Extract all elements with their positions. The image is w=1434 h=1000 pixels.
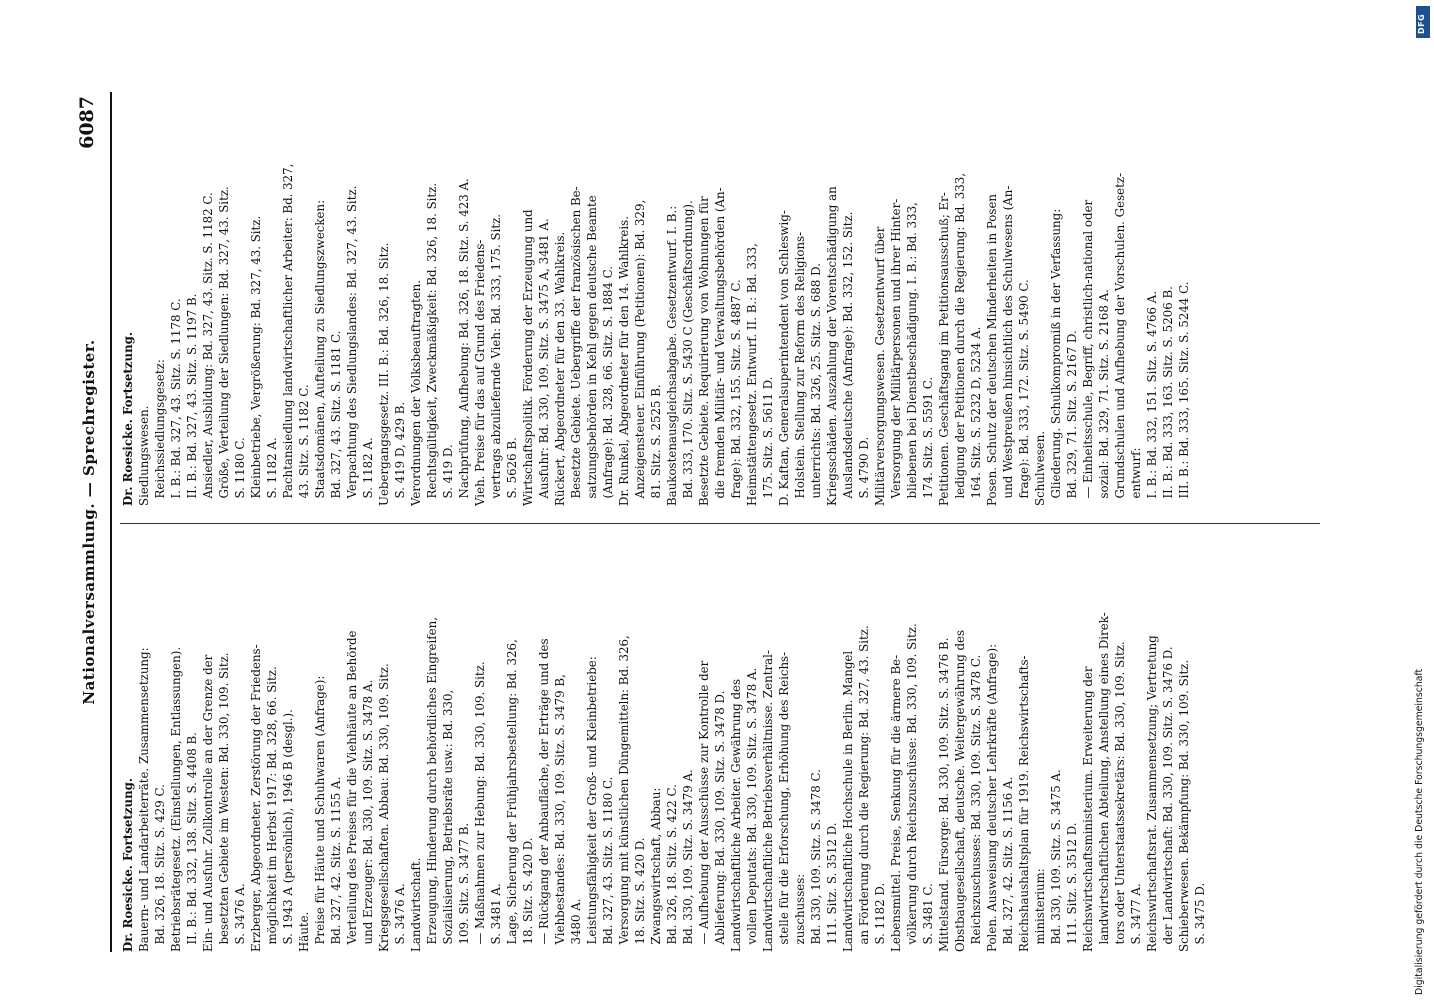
index-entry-line: Kriegsgesellschaften. Abbau: Bd. 330, 109. Sitz. [377, 663, 391, 952]
index-entry-line: frage): Bd. 332, 155. Sitz. S. 4887 C. [729, 279, 743, 506]
index-entry-line: der Landwirtschaft: Bd. 330, 109. Sitz. S. 3476 D. [1161, 646, 1175, 952]
index-entry-line: Baukostenausgleichsabgabe. Gesetzentwurf. I. B.: [665, 205, 679, 506]
index-entry-line: Verteilung des Preises für die Viehhäute an Behörde [345, 630, 359, 952]
index-entry-line: Obstbaugesellschaft, deutsche. Weitergewährung des [953, 629, 967, 952]
index-entry-line: 3480 A. [569, 898, 583, 952]
index-entry-line: S. 3476 A. [233, 883, 247, 952]
index-entry-line: Kriegsschäden. Auszahlung der Vorentschädigung an [825, 186, 839, 506]
index-entry-line: Zwangswirtschaft, Abbau: [649, 787, 663, 952]
index-entry-line: Pachtansiedlung landwirtschaftlicher Arbeiter: Bd. 327, [281, 163, 295, 506]
page-header [70, 92, 112, 952]
index-entry-line: Gliederung. Schulkompromiß in der Verfassung: [1049, 208, 1063, 506]
index-entry-line: Besetzte Gebiete. Requirierung von Wohnungen für [697, 196, 711, 506]
dfg-logo: DFG [1416, 6, 1430, 38]
index-entry-line: S. 1943 A (persönlich), 1946 B (desgl.). [281, 709, 295, 952]
rotated-page-content [70, 92, 1335, 952]
index-entry-line: — Maßnahmen zur Hebung: Bd. 330, 109. Sitz. [473, 661, 487, 952]
index-entry-line: S. 1182 A. [265, 437, 279, 506]
index-entry-line: bliebenen bei Dienstbeschädigung. I. B.: Bd. 333, [905, 202, 919, 506]
index-entry-line: Ein- und Ausfuhr. Zollkontrolle an der Grenze der [201, 654, 215, 952]
index-entry-line: an Förderung durch die Regierung: Bd. 327, 43. Sitz. [857, 625, 871, 952]
index-entry-line: 81. Sitz. S. 2525 B. [649, 384, 663, 506]
index-entry-line: 18. Sitz. S. 420 D. [633, 837, 647, 952]
index-entry-line: Lebensmittel. Preise, Senkung für die ärmere Be- [889, 654, 903, 952]
index-entry-line: Versorgung mit künstlichen Düngemitteln: Bd. 326, [617, 635, 631, 952]
index-entry-line: Rechtsgültigkeit, Zweckmäßigkeit: Bd. 326, 18. Sitz. [425, 182, 439, 506]
index-entry-line: — Rückgang der Anbaufläche, der Erträge und des [537, 638, 551, 952]
index-entry-line: ledigung der Petitionen durch die Regierung: Bd. 333, [953, 172, 967, 506]
index-entry-line: Bd. 329, 71. Sitz. S. 2167 D. [1065, 330, 1079, 506]
index-entry-line: Bd. 327, 43. Sitz. S. 1180 C. [601, 776, 615, 952]
index-entry-line: Bd. 327, 42. Sitz. S. 1155 A. [329, 776, 343, 952]
index-entry-line: Posen. Schutz der deutschen Minderheiten in Posen [985, 193, 999, 506]
index-entry-line: Militärversorgungswesen. Gesetzentwurf über [873, 226, 887, 506]
index-entry-line: S. 4790 D. [857, 436, 871, 506]
index-entry-line: Reichshaushaltsplan für 1919. Reichswirtschafts- [1017, 655, 1031, 952]
index-entry-line: Vieh. Preise für das auf Grund des Friedens- [473, 239, 487, 506]
index-entry-line: möglichkeit im Herbst 1917: Bd. 328, 66. Sitz. [265, 666, 279, 952]
index-entry-line: Holstein. Stellung zur Reform des Religions- [793, 231, 807, 506]
index-entry-line: Rückert, Abgeordneter für den 33. Wahlkreis. [553, 231, 567, 506]
index-entry-line: Heimstättengesetz. Entwurf. II. B.: Bd. 333, [745, 243, 759, 506]
index-entry-line: S. 3477 A. [1129, 883, 1143, 952]
index-entry-line: Schieberwesen. Bekämpfung: Bd. 330, 109. Sitz. [1177, 659, 1191, 952]
index-entry-line: Verordnungen der Volksbeauftragten. [409, 279, 423, 506]
index-entry-line: zuschusses: [793, 873, 807, 952]
index-entry-line: 43. Sitz. S. 1182 C. [297, 384, 311, 506]
right-column [120, 96, 1330, 506]
index-entry-line: S. 419 D. [441, 444, 455, 506]
index-entry-line: S. 419 D, 429 B. [393, 401, 407, 506]
index-entry-line: Reichswirtschaftsministerium. Erweiterung der [1081, 666, 1095, 952]
index-entry-line: Versorgung der Militärpersonen und ihrer Hinter- [889, 198, 903, 506]
index-entry-line: 175. Sitz. S. 5611 D. [761, 376, 775, 506]
index-entry-line: ministerium: [1033, 868, 1047, 952]
index-entry-line: Reichssiedlungsgesetz: [153, 359, 167, 506]
index-entry-line: Bd. 327, 42. Sitz. S. 1156 A. [1001, 776, 1015, 952]
page-title: Nationalversammlung. — Sprechregister. [80, 339, 98, 705]
index-entry-line: 111. Sitz. S. 3512 D. [825, 822, 839, 952]
index-entry-line: Leistungsfähigkeit der Groß- und Kleinbetriebe: [585, 656, 599, 952]
index-entry-line: 109. Sitz. S. 3477 B. [457, 822, 471, 952]
index-entry-line: — Einheitsschule, Begriff, christlich-national oder [1081, 199, 1095, 506]
index-entry-line: Bauern- und Landarbeiterräte. Zusammensetzung: [137, 647, 151, 952]
index-entry-line: Bd. 326, 18. Sitz. S. 429 C. [153, 784, 167, 952]
index-entry-line: Nachprüfung, Aufhebung: Bd. 326, 18. Sitz. S. 423 A. [457, 178, 471, 506]
index-entry-line: Bd. 333, 170. Sitz. S. 5430 C (Geschäftsordnung). [681, 200, 695, 506]
index-entry-line: Ausfuhr: Bd. 330, 109. Sitz. S. 3475 A, 3481 A. [537, 218, 551, 506]
index-entry-line: Schulwesen. [1033, 430, 1047, 506]
index-entry-line: Besetzte Gebiete. Uebergriffe der französischen Be- [569, 186, 583, 506]
index-entry-line: Petitionen. Geschäftsgang im Petitionsausschuß; Er- [937, 192, 951, 506]
index-entry-line: vertrags abzuliefernde Vieh: Bd. 333, 175. Sitz. [489, 213, 503, 506]
index-entry-line: Bd. 330, 109. Sitz. S. 3479 A. [681, 769, 695, 952]
index-entry-line: Reichszuschusses: Bd. 330, 109. Sitz. S. 3478 C. [969, 654, 983, 952]
index-entry-line: und Erzeuger: Bd. 330, 109. Sitz. S. 3478 A. [361, 679, 375, 952]
index-entry-line: Bd. 330, 109. Sitz. S. 3475 A. [1049, 769, 1063, 952]
index-entry-line: Staatsdomänen, Aufteilung zu Siedlungszwecken: [313, 199, 327, 506]
column-divider [120, 523, 1320, 524]
index-entry-line: S. 3476 A. [393, 883, 407, 952]
index-entry-line: S. 3481 C. [921, 883, 935, 952]
index-entry-line: und Westpreußen hinsichtlich des Schulwesens (An- [1001, 185, 1015, 506]
index-entry-line: besetzten Gebiete im Westen: Bd. 330, 109. Sitz. [217, 652, 231, 952]
index-entry-line: satzungsbehörden in Kehl gegen deutsche Beamte [585, 195, 599, 506]
index-entry-line: II. B.: Bd. 332, 138. Sitz. S. 4408 B. [185, 732, 199, 952]
index-entry-line: S. 3475 D. [1193, 882, 1207, 952]
column-heading: Dr. Roesicke. Fortsetzung. [121, 331, 135, 506]
index-entry-line: Siedlungswesen. [137, 405, 151, 506]
index-entry-line: Betriebsrätegesetz. (Einstellungen, Entlassungen). [169, 646, 183, 952]
index-entry-line: (Anfrage): Bd. 328, 66. Sitz. S. 1884 C. [601, 266, 615, 506]
index-entry-line: — Aufhebung der Ausschüsse zur Kontrolle der [697, 660, 711, 952]
index-entry-line: vollen Deputats: Bd. 330, 109. Sitz. S. 3478 A. [745, 667, 759, 952]
index-entry-line: landwirtschaftlichen Abteilung, Anstellung eines Direk- [1097, 612, 1111, 952]
index-entry-line: D. Kaftan, Generalsuperintendent von Schleswig- [777, 210, 791, 506]
index-entry-line: Bd. 330, 109. Sitz. S. 3478 C. [809, 769, 823, 952]
index-entry-line: Landwirtschaftliche Arbeiter. Gewährung des [729, 678, 743, 952]
left-column [120, 542, 1330, 952]
index-entry-line: Häute. [297, 911, 311, 952]
digitization-note: Digitalisierung gefördert durch die Deutsche Forschungsgemeinschaft [1414, 668, 1425, 995]
index-entry-line: 174. Sitz. S. 5591 C. [921, 376, 935, 506]
index-entry-line: Reichswirtschaftsrat. Zusammensetzung; Vertretung [1145, 635, 1159, 952]
index-entry-line: II. B.: Bd. 327, 43. Sitz. S. 1197 B. [185, 293, 199, 506]
index-entry-line: Kleinbetriebe, Vergrößerung: Bd. 327, 43. Sitz. [249, 215, 263, 506]
index-entry-line: Landwirtschaftliche Hochschule in Berlin. Mangel [841, 650, 855, 952]
index-entry-line: Erzberger, Abgeordneter. Zerstörung der Friedens- [249, 644, 263, 952]
index-entry-line: Bd. 326, 18. Sitz. S. 422 C. [665, 784, 679, 952]
index-entry-line: Landwirtschaft. [409, 857, 423, 952]
index-entry-line: Sozialisierung, Betriebsräte usw.: Bd. 330, [441, 689, 455, 952]
index-entry-line: Erzeugung, Hinderung durch behördliches Eingreifen, [425, 617, 439, 952]
index-entry-line: Landwirtschaftliche Betriebsverhältnisse. Zentral- [761, 650, 775, 952]
index-entry-line: S. 5626 B. [505, 437, 519, 506]
index-entry-line: Uebergangsgesetz. III. B.: Bd. 326, 18. Sitz. [377, 242, 391, 506]
index-entry-line: die fremden Militär- und Verwaltungsbehörden (An- [713, 187, 727, 506]
index-entry-line: Verpachtung des Siedlungslandes: Bd. 327, 43. Sitz. [345, 185, 359, 506]
index-entry-line: II. B.: Bd. 333, 163. Sitz. S. 5206 B. [1161, 286, 1175, 506]
index-entry-line: Anzeigensteuer. Einführung (Petitionen): Bd. 329, [633, 199, 647, 506]
index-entry-line: sozial: Bd. 329, 71. Sitz. S. 2168 A. [1097, 289, 1111, 506]
index-entry-line: Lage, Sicherung der Frühjahrsbestellung: Bd. 326, [505, 639, 519, 952]
index-entry-line: S. 1180 C. [233, 437, 247, 506]
index-entry-line: Ansiedler, Ausbildung: Bd. 327, 43. Sitz. S. 1182 C. [201, 192, 215, 506]
index-entry-line: S. 1182 D. [873, 882, 887, 952]
index-entry-line: 164. Sitz. S. 5232 D, 5234 A. [969, 326, 983, 506]
index-entry-line: 18. Sitz. S. 420 D. [521, 837, 535, 952]
index-entry-line: Dr. Runkel, Abgeordneter für den 14. Wahlkreis. [617, 216, 631, 506]
index-entry-line: stelle für die Erforschung, Erhöhung des Reichs- [777, 651, 791, 952]
index-entry-line: Ablieferung: Bd. 330, 109. Sitz. S. 3478 D. [713, 690, 727, 952]
index-entry-line: Mittelstand. Fürsorge: Bd. 330, 109. Sitz. S. 3476 B. [937, 637, 951, 952]
index-entry-line: tors oder Unterstaatssekretärs: Bd. 330, 109. Sitz. [1113, 641, 1127, 952]
index-entry-line: unterrichts: Bd. 326, 25. Sitz. S. 688 D. [809, 263, 823, 506]
column-heading: Dr. Roesicke. Fortsetzung. [121, 777, 135, 952]
index-entry-line: 111. Sitz. S. 3512 D. [1065, 822, 1079, 952]
index-entry-line: I. B.: Bd. 332, 151. Sitz. S. 4766 A. [1145, 290, 1159, 506]
index-entry-line: Größe, Verteilung der Siedlungen: Bd. 327, 43. Sitz. [217, 186, 231, 506]
index-entry-line: Viehbestandes: Bd. 330, 109. Sitz. S. 3479 B, [553, 674, 567, 952]
index-entry-line: I. B.: Bd. 327, 43. Sitz. S. 1178 C. [169, 298, 183, 506]
index-entry-line: entwurf: [1129, 447, 1143, 506]
index-entry-line: Preise für Häute und Schuhwaren (Anfrage): [313, 675, 327, 952]
index-entry-line: frage): Bd. 333, 172. Sitz. S. 5490 C. [1017, 279, 1031, 506]
index-entry-line: Polen. Ausweisung deutscher Lehrkräfte (Anfrage): [985, 643, 999, 952]
index-entry-line: III. B.: Bd. 333, 165. Sitz. S. 5244 C. [1177, 281, 1191, 506]
index-entry-line: völkerung durch Reichszuschüsse: Bd. 330, 109. Sitz. [905, 623, 919, 952]
index-entry-line: Auslandsdeutsche (Anfrage): Bd. 332, 152. Sitz. [841, 211, 855, 506]
index-entry-line: S. 3481 A. [489, 883, 503, 952]
index-entry-line: Bd. 327, 43. Sitz. S. 1181 C. [329, 330, 343, 506]
page-number: 6087 [76, 96, 98, 149]
index-entry-line: Wirtschaftspolitik. Förderung der Erzeugung und [521, 209, 535, 506]
index-entry-line: Grundschulen und Aufhebung der Vorschulen. Gesetz- [1113, 172, 1127, 506]
index-entry-line: S. 1182 A. [361, 437, 375, 506]
